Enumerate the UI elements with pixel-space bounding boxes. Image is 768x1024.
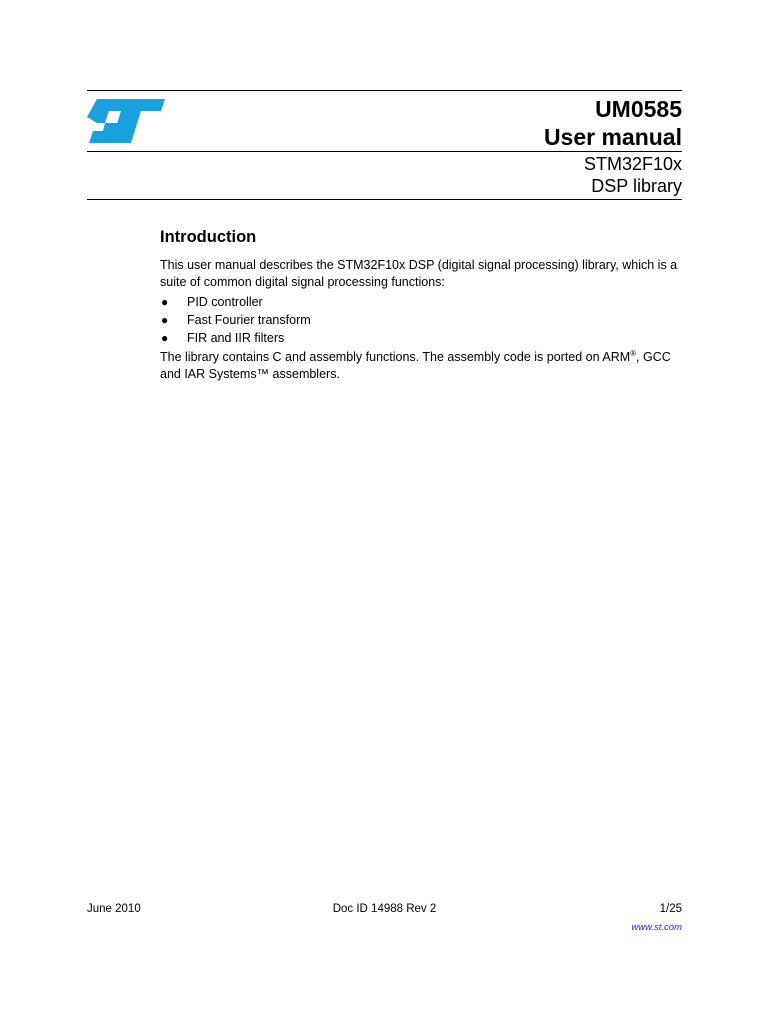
document-title — [544, 95, 682, 151]
introduction-section — [160, 227, 685, 383]
intro-paragraph: This user manual describes the STM32F10x DSP (digital signal processing) library, which is a suite of common digital signal processing functions: — [160, 258, 678, 289]
subtitle-rule — [87, 199, 682, 200]
library-paragraph: The library contains C and assembly functions. The assembly code is ported on ARM®, GCC and IAR Systems™ assemblers. — [160, 348, 671, 381]
section-heading: Introduction — [160, 228, 257, 246]
document-subtitle — [584, 153, 682, 197]
doc-number: UM0585 — [595, 96, 682, 122]
registered-mark: ® — [630, 348, 637, 358]
bullet-icon: ● — [161, 331, 169, 345]
subject-name: DSP library — [591, 176, 682, 196]
doc-type: User manual — [543, 124, 682, 150]
website-link[interactable]: www.st.com — [631, 922, 682, 933]
footer-page-number: 1/25 — [659, 903, 682, 915]
function-list — [160, 293, 685, 347]
top-rule — [87, 90, 682, 91]
page-footer — [87, 901, 682, 917]
st-logo-icon — [87, 97, 167, 145]
bullet-icon: ● — [161, 295, 169, 309]
list-item: ● FIR and IIR filters — [161, 331, 285, 345]
footer-date: June 2010 — [87, 903, 141, 915]
bullet-icon: ● — [161, 313, 169, 327]
list-item: ● PID controller — [161, 295, 263, 309]
product-name: STM32F10x — [583, 154, 682, 174]
title-rule — [87, 151, 682, 152]
footer-doc-id: Doc ID 14988 Rev 2 — [332, 903, 437, 915]
list-item: ● Fast Fourier transform — [161, 313, 311, 327]
